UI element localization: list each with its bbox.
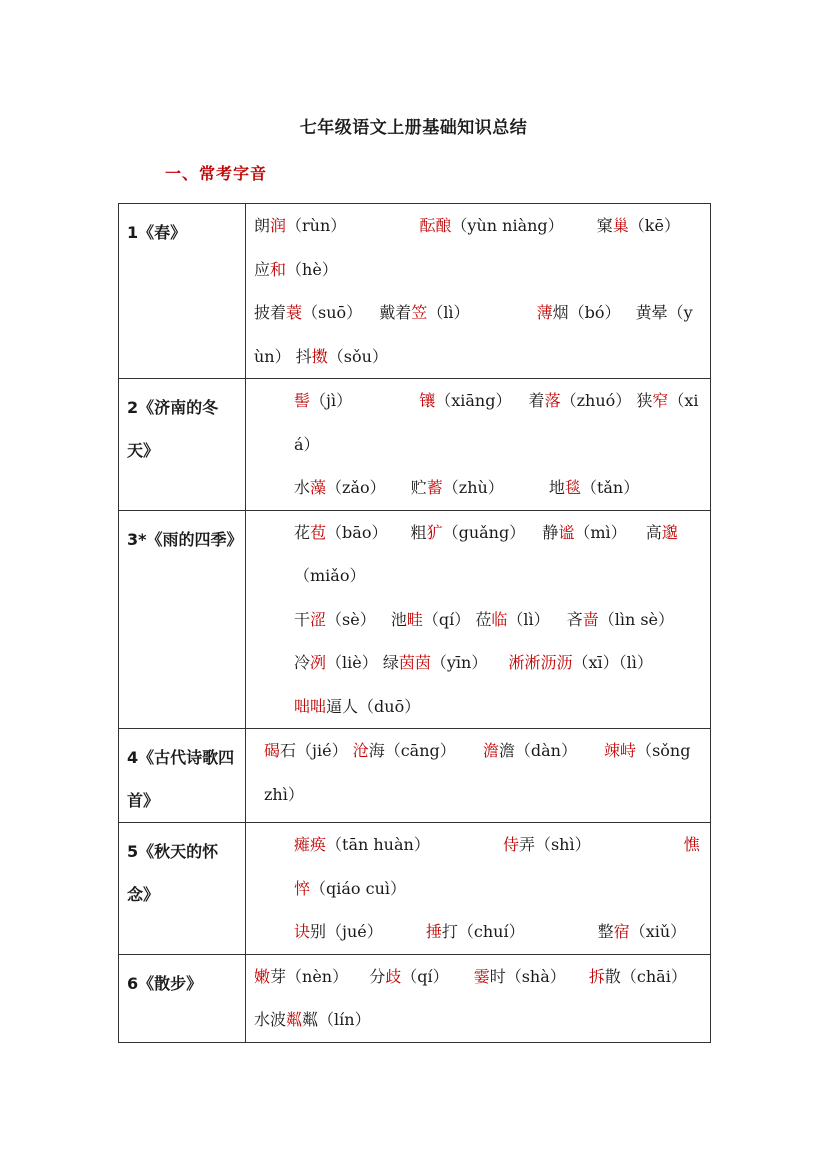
vocab-text: 绿	[382, 653, 399, 672]
table-row	[119, 379, 711, 511]
vocab-line	[254, 204, 702, 248]
vocab-text: 高	[645, 522, 662, 542]
vocab-text: （sǒng zhì）	[264, 741, 691, 804]
highlighted-character: 茵茵	[398, 653, 431, 672]
table-row	[119, 510, 711, 729]
vocab-text: 时（shà）	[489, 966, 566, 986]
table-row	[119, 954, 711, 1042]
vocab-text: （lì）	[427, 303, 470, 322]
vocab-item	[369, 967, 448, 986]
highlighted-character: 落	[544, 391, 561, 410]
vocab-item	[383, 653, 488, 672]
vocab-cell	[246, 510, 711, 729]
vocab-text: （yīn）	[430, 653, 488, 672]
vocab-item	[294, 523, 387, 542]
vocab-text: 打（chuí）	[441, 922, 525, 941]
vocab-text: 贮	[410, 478, 427, 497]
vocab-text: 粼（lín）	[302, 1010, 371, 1029]
vocab-text: 着	[528, 391, 545, 410]
vocab-item	[483, 741, 577, 760]
vocab-text: （guǎng）	[442, 522, 526, 542]
vocab-text: （zhuó）	[560, 391, 632, 410]
vocab-text: 芽（nèn）	[270, 966, 349, 986]
highlighted-character: 巢	[612, 216, 629, 235]
vocab-text: 莅	[475, 609, 492, 629]
vocab-line	[254, 729, 702, 816]
highlighted-character: 澹	[482, 741, 499, 760]
vocab-text: 整	[597, 922, 614, 941]
vocab-text: 干	[294, 609, 311, 629]
lesson-title: 5《秋天的怀念》	[119, 823, 246, 955]
lesson-title: 6《散步》	[119, 954, 246, 1042]
vocab-text: 澹（dàn）	[498, 741, 577, 760]
highlighted-character: 谧	[558, 522, 575, 542]
vocab-text: 窠	[596, 216, 613, 235]
vocab-line	[254, 641, 702, 685]
vocab-line	[254, 291, 702, 378]
vocab-item	[294, 391, 352, 410]
vocab-item	[294, 653, 378, 672]
highlighted-character: 咄咄	[294, 696, 327, 716]
highlighted-character: 啬	[582, 609, 599, 629]
vocab-item	[508, 653, 652, 672]
vocab-text: 应	[254, 259, 271, 279]
highlighted-character: 沧	[352, 741, 369, 760]
vocab-item	[542, 523, 626, 542]
vocab-line	[254, 248, 702, 292]
vocab-text: （hè）	[286, 259, 338, 279]
table-row	[119, 729, 711, 823]
vocab-item	[264, 741, 348, 760]
highlighted-character: 涩	[310, 609, 327, 629]
vocab-text: （yùn niàng）	[451, 216, 564, 235]
vocab-item	[597, 216, 680, 235]
highlighted-character: 宿	[613, 922, 630, 941]
document-title: 七年级语文上册基础知识总结	[299, 118, 528, 138]
vocab-item	[475, 610, 549, 629]
highlighted-character: 窄	[652, 391, 669, 410]
highlighted-character: 畦	[406, 609, 423, 629]
vocab-text: （lì）	[507, 609, 550, 629]
lesson-title: 3*《雨的四季》	[119, 510, 246, 729]
vocab-item	[353, 741, 456, 760]
vocab-line	[254, 910, 702, 954]
highlighted-character: 笠	[411, 303, 428, 322]
lesson-title: 4《古代诗歌四首》	[119, 729, 246, 823]
highlighted-character: 薄	[536, 303, 553, 322]
vocab-item	[567, 610, 674, 629]
vocab-text: （rùn）	[286, 216, 347, 235]
highlighted-character: 蓑	[286, 303, 303, 322]
vocab-text: 戴着	[379, 303, 412, 322]
highlighted-character: 碣	[264, 741, 281, 760]
vocab-text: （qí）	[401, 966, 449, 986]
vocab-text: （mì）	[574, 522, 627, 542]
vocab-cell	[246, 204, 711, 379]
vocab-line	[254, 998, 702, 1042]
vocab-item	[391, 610, 470, 629]
vocab-text: 静	[542, 522, 559, 542]
vocab-text: 分	[369, 966, 386, 986]
vocab-text: （zǎo）	[326, 478, 386, 497]
vocab-line	[254, 511, 702, 598]
vocab-item	[537, 303, 621, 322]
vocab-text: （jì）	[310, 391, 353, 410]
vocab-item	[411, 478, 504, 497]
highlighted-character: 竦峙	[604, 741, 637, 760]
highlighted-character: 粼	[286, 1010, 303, 1029]
vocab-text: 弄（shì）	[518, 835, 591, 854]
vocab-item	[294, 478, 386, 497]
highlighted-character: 捶	[425, 922, 442, 941]
highlighted-character: 髻	[294, 391, 311, 410]
vocab-text: 海（cāng）	[368, 741, 456, 760]
vocab-text: （qiáo cuì）	[310, 878, 407, 898]
vocab-cell	[246, 823, 711, 955]
vocab-item	[254, 303, 362, 322]
section-heading: 一、常考字音	[165, 164, 268, 183]
vocab-item	[419, 391, 511, 410]
vocab-text: 披着	[254, 303, 287, 322]
vocab-line	[254, 466, 702, 510]
lesson-title: 1《春》	[119, 204, 246, 379]
highlighted-character: 憔悴	[294, 835, 700, 898]
vocab-item	[296, 347, 388, 366]
vocab-text: 石（jié）	[280, 741, 348, 760]
vocab-item	[474, 967, 566, 986]
vocab-text: （xī）（lì）	[572, 653, 653, 672]
highlighted-character: 毯	[564, 478, 581, 497]
vocab-text: 逼人（duō）	[326, 696, 421, 716]
vocab-item	[294, 610, 376, 629]
vocab-text: （kē）	[628, 216, 680, 235]
vocab-text: （sè）	[326, 609, 376, 629]
highlighted-character: 镶	[419, 391, 436, 410]
vocab-text: 吝	[566, 609, 583, 629]
vocab-item	[294, 697, 420, 716]
vocab-item	[254, 967, 348, 986]
vocab-item	[503, 835, 591, 854]
highlighted-character: 临	[491, 609, 508, 629]
vocab-line	[254, 823, 702, 910]
highlighted-character: 冽	[310, 653, 327, 672]
vocab-cell	[246, 379, 711, 511]
highlighted-character: 霎	[473, 966, 490, 986]
vocab-text: 冷	[294, 653, 311, 672]
vocab-text: （xiá）	[294, 391, 699, 454]
vocab-cell	[246, 729, 711, 823]
vocab-item	[294, 835, 430, 854]
vocab-text: （xiāng）	[435, 391, 512, 410]
highlighted-character: 和	[270, 259, 287, 279]
vocab-item	[598, 922, 686, 941]
vocab-text: （suō）	[302, 303, 363, 322]
table-row	[119, 823, 711, 955]
highlighted-character: 淅淅沥沥	[508, 653, 573, 672]
vocab-text: 水	[294, 478, 311, 497]
vocab-text: （miǎo）	[294, 566, 366, 585]
highlighted-character: 苞	[310, 522, 327, 542]
vocab-text: 烟（bó）	[552, 303, 621, 322]
vocab-text: 散（chāi）	[604, 966, 687, 986]
vocab-text: 池	[390, 609, 407, 629]
vocab-item	[589, 967, 687, 986]
vocab-text: 粗	[410, 522, 427, 542]
vocab-text: 别（jué）	[310, 922, 383, 941]
vocab-text: （qí）	[422, 609, 471, 629]
vocab-text: （bāo）	[326, 522, 388, 542]
pronunciation-table	[118, 203, 711, 1043]
highlighted-character: 蓄	[426, 478, 443, 497]
vocab-text: 抖	[295, 346, 312, 366]
vocab-text: 地	[548, 478, 565, 497]
highlighted-character: 歧	[385, 966, 402, 986]
vocab-text: （tān huàn）	[326, 835, 430, 854]
vocab-item	[254, 1010, 371, 1029]
vocab-text: （liè）	[326, 653, 378, 672]
vocab-item	[549, 478, 639, 497]
vocab-line	[254, 598, 702, 642]
vocab-item	[426, 922, 525, 941]
table-row	[119, 204, 711, 379]
vocab-line	[254, 955, 702, 999]
highlighted-character: 瘫痪	[294, 835, 327, 854]
highlighted-character: 润	[270, 216, 287, 235]
vocab-text: 朗	[254, 216, 271, 235]
highlighted-character: 藻	[310, 478, 327, 497]
vocab-item	[419, 216, 563, 235]
vocab-item	[254, 260, 338, 279]
highlighted-character: 嫩	[254, 966, 271, 986]
vocab-cell	[246, 954, 711, 1042]
vocab-text: （zhù）	[442, 478, 504, 497]
vocab-text: 狭	[636, 391, 653, 410]
vocab-item	[411, 523, 526, 542]
vocab-text: 黄晕（yùn）	[254, 303, 693, 366]
highlighted-character: 擞	[311, 346, 328, 366]
vocab-item	[529, 391, 632, 410]
highlighted-character: 拆	[588, 966, 605, 986]
vocab-line	[254, 685, 702, 729]
vocab-text: （lìn sè）	[598, 609, 675, 629]
vocab-text: （xiǔ）	[629, 922, 687, 941]
highlighted-character: 邈	[661, 522, 678, 542]
highlighted-character: 侍	[502, 835, 519, 854]
vocab-line	[254, 379, 702, 466]
vocab-item	[294, 922, 383, 941]
highlighted-character: 犷	[426, 522, 443, 542]
vocab-text: 花	[294, 522, 311, 542]
highlighted-character: 诀	[294, 922, 311, 941]
vocab-text: （sǒu）	[327, 346, 388, 366]
lesson-title: 2《济南的冬天》	[119, 379, 246, 511]
vocab-text: （tǎn）	[580, 478, 640, 497]
vocab-text: 水波	[254, 1010, 287, 1029]
highlighted-character: 酝酿	[419, 216, 452, 235]
vocab-item	[254, 216, 346, 235]
vocab-item	[379, 303, 469, 322]
